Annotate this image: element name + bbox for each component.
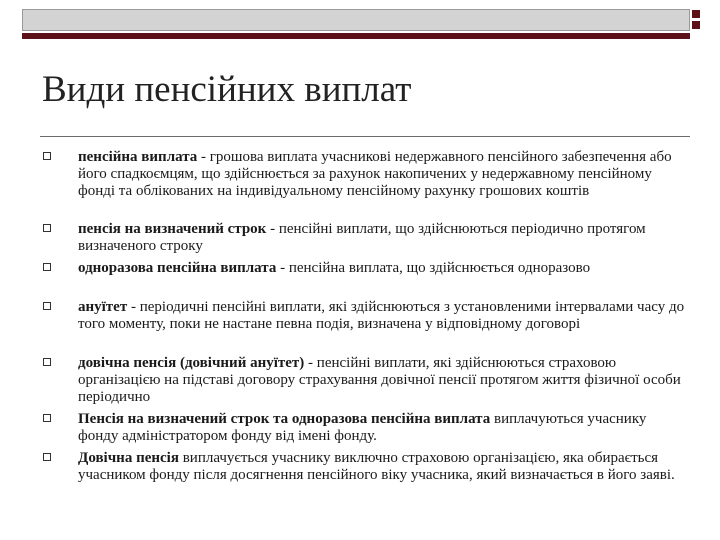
item-text: - грошова виплата учасникові недержавного пенсійного забезпечення або його спадкоємцям, що здійснюється за рахунок накопичених у недержавному пенсійному фонді та облікованих на індивідуальному пенсійному рахунку грошових коштів [78, 149, 672, 199]
square-bullet-icon [43, 453, 51, 461]
item-term: пенсія на визначений строк [78, 221, 267, 237]
item-term: довічна пенсія (довічний ануїтет) [78, 355, 305, 371]
item-term: ануїтет [78, 299, 128, 315]
square-bullet-icon [43, 224, 51, 232]
item-term: Довічна пенсія [78, 450, 179, 466]
item-text: - пенсійні виплати, що здійснюються періодично протягом визначеного строку [78, 221, 646, 254]
item-text: - пенсійні виплати, які здійснюються страховою організацією на підставі договору страхування довічної пенсії протягом життя фізичної особи періодично [78, 355, 681, 405]
square-bullet-icon [43, 358, 51, 366]
list-item [78, 260, 690, 277]
square-bullet-icon [43, 414, 51, 422]
square-bullet-icon [43, 302, 51, 310]
item-text: виплачуються учаснику фонду адміністратором фонду від імені фонду. [78, 411, 647, 444]
item-text: виплачується учаснику виключно страховою організацією, яка обирається учасником фонду після досягнення пенсійного віку учасника, який визначається в його заяві. [78, 450, 675, 483]
list-item [78, 450, 690, 484]
item-term: Пенсія на визначений строк та одноразова пенсійна виплата [78, 411, 491, 427]
slide-title: Види пенсійних виплат [42, 69, 412, 110]
square-bullet-icon [43, 263, 51, 271]
list-item [78, 149, 690, 200]
list-item [78, 411, 690, 445]
item-term: одноразова пенсійна виплата [78, 260, 277, 276]
square-bullet-icon [43, 152, 51, 160]
list-item [78, 299, 690, 333]
list-item [78, 221, 690, 255]
item-text: - пенсійна виплата, що здійснюється одноразово [276, 260, 591, 276]
item-term: пенсійна виплата [78, 149, 198, 165]
item-text: - періодичні пенсійні виплати, які здійснюються з установленими інтервалами часу до того моменту, поки не настане певна подія, визначена у відповідному договорі [78, 299, 685, 332]
list-item [78, 355, 690, 406]
